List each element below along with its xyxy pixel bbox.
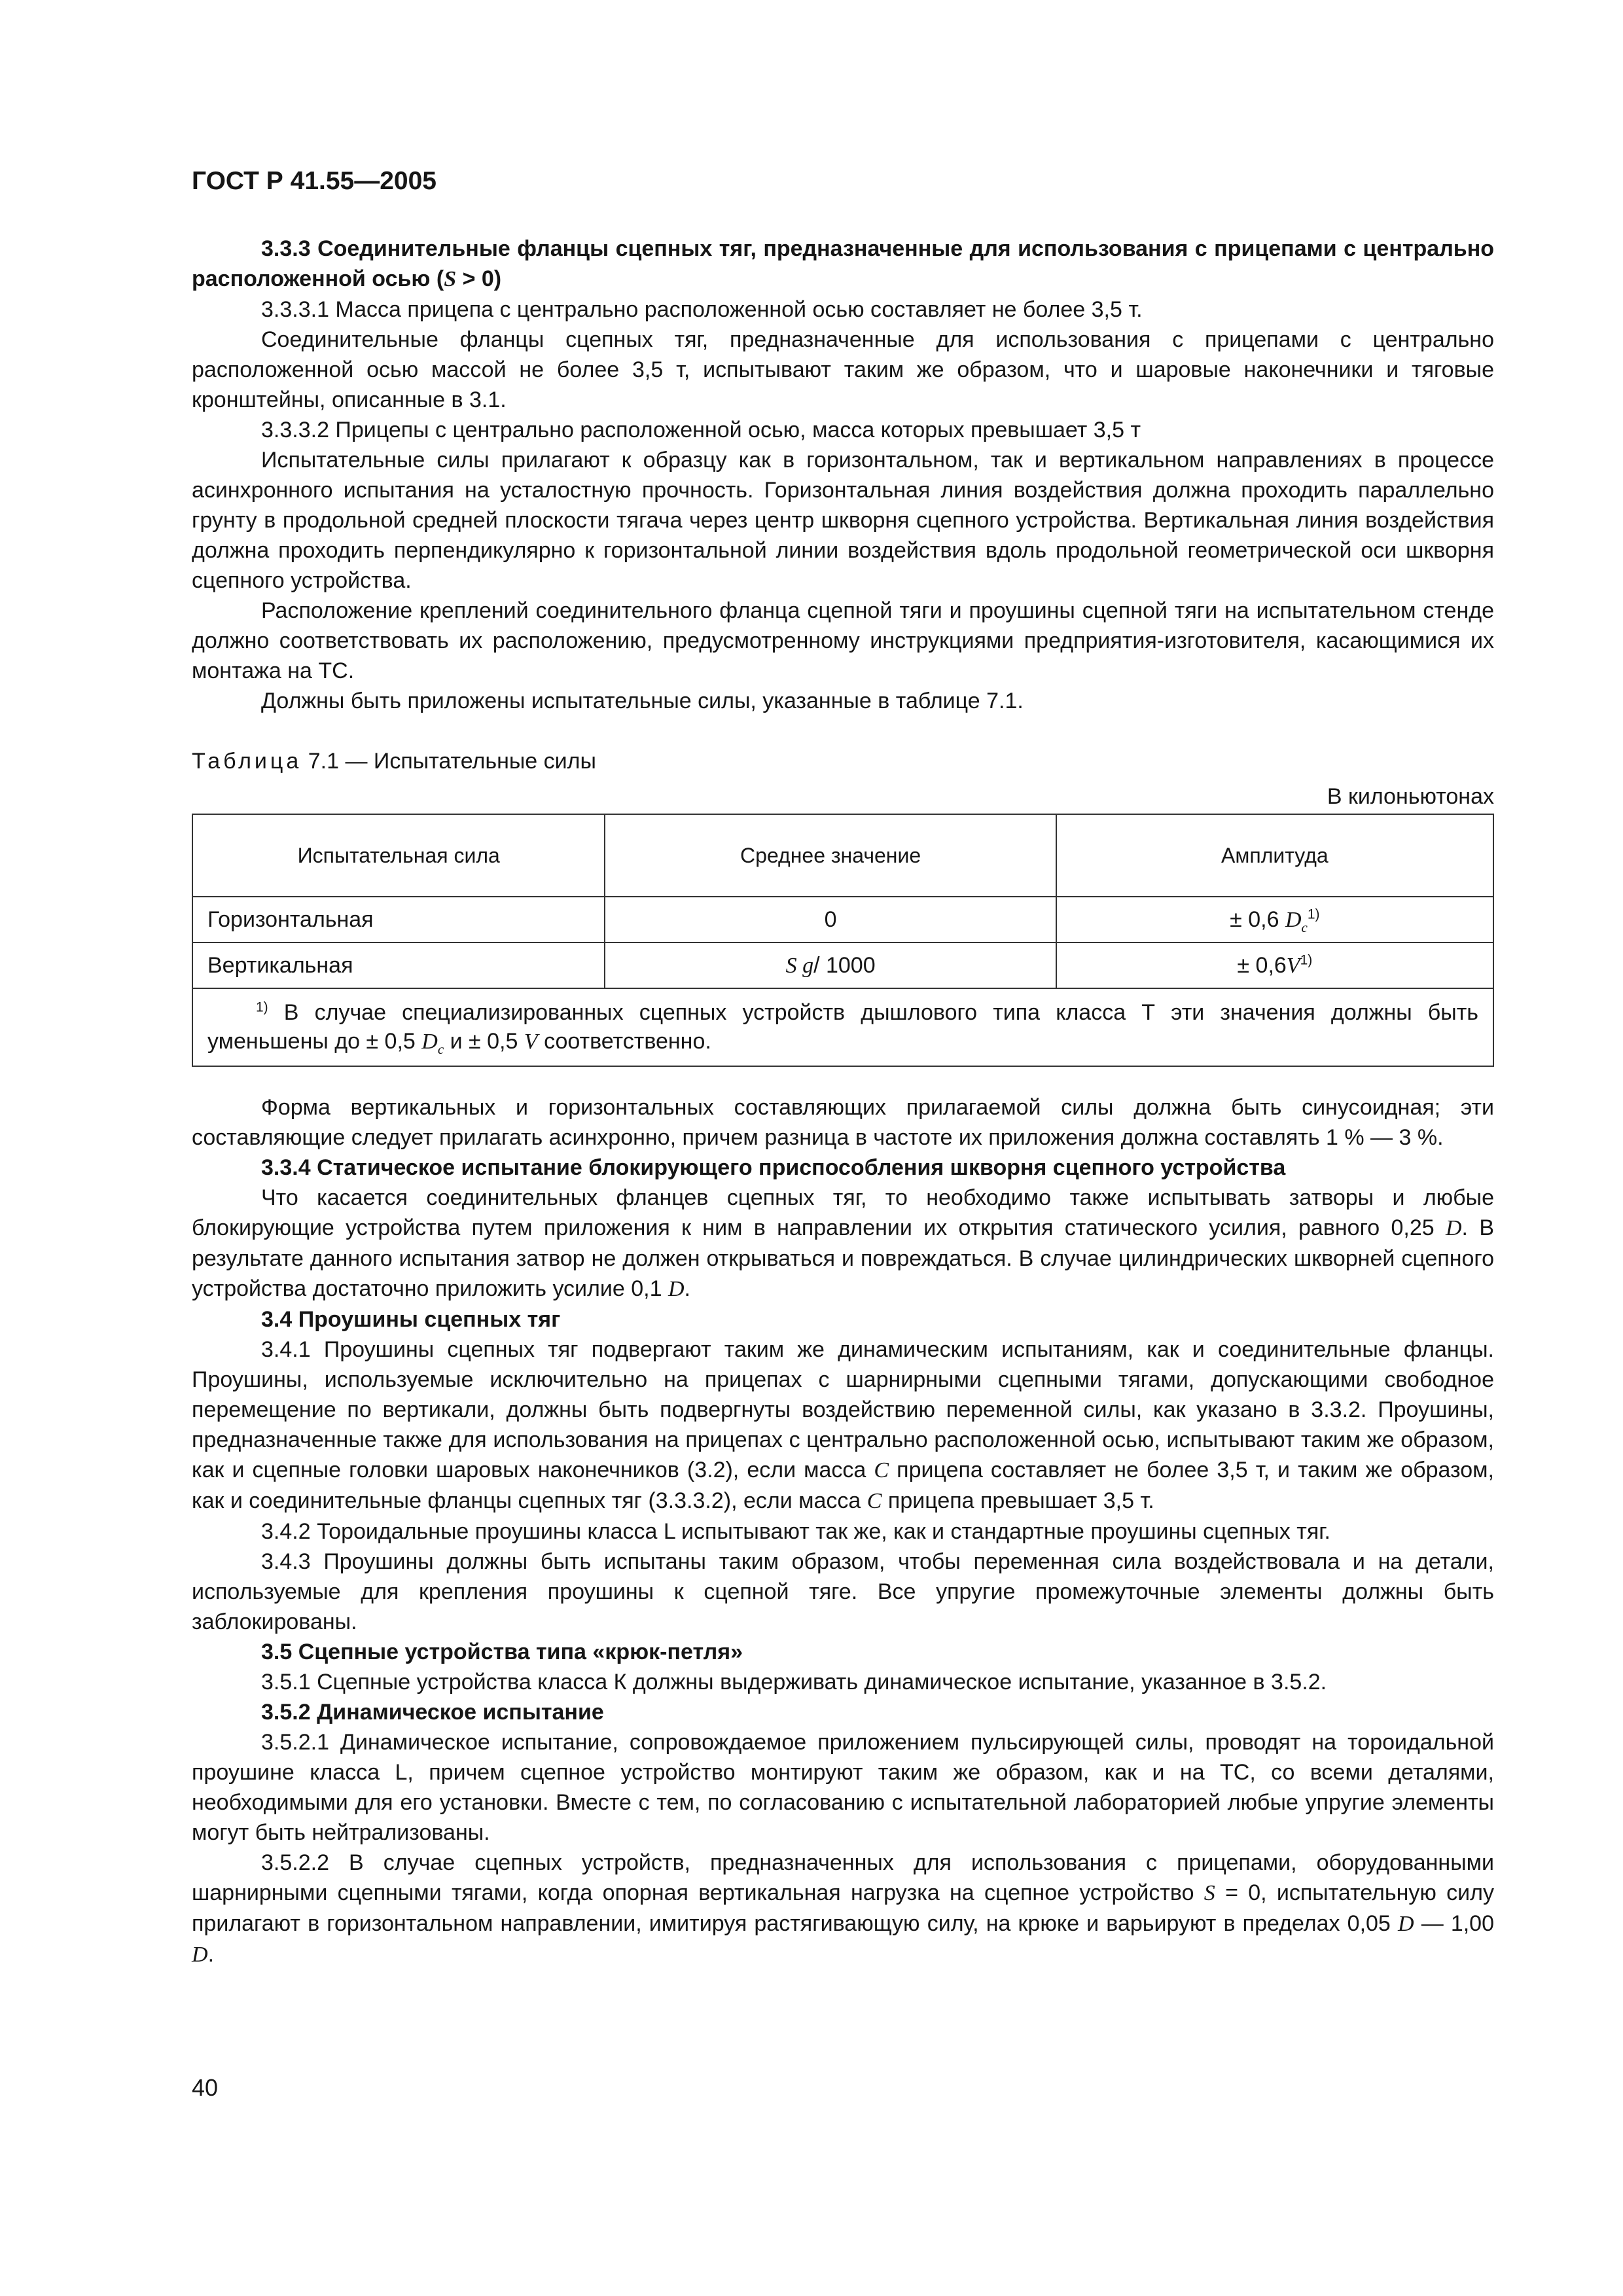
var-d: D: [1445, 1216, 1462, 1240]
paragraph-3-4-2: 3.4.2 Тороидальные проушины класса L испытывают так же, как и стандартные проушины сцепных тяг.: [261, 1519, 1330, 1544]
text: — 1,00: [1414, 1911, 1495, 1936]
mean-cell: [605, 942, 1056, 988]
table-header-row: [192, 814, 1493, 897]
paragraph: Форма вертикальных и горизонтальных составляющих прилагаемой силы должна быть синусоидная; эти составляющие следует прилагать асинхронно, причем разница в частоте их приложения должна составлять 1 % — 3 %.: [192, 1095, 1494, 1150]
amplitude-cell: [1056, 897, 1493, 942]
table-note-row: [192, 988, 1493, 1066]
var-s-g: S g: [785, 953, 814, 978]
subscript-c: c: [437, 1041, 444, 1057]
text: 3.4.1 Проушины сцепных тяг подвергают таким же динамическим испытаниям, как и соединительные фланцы. Проушины, используемые исключительно на прицепах с шарнирными сцепными тягами, допускающими свободное перемещение по вертикали, должны быть подвергнуты воздействию переменной силы, как указано в 3.3.2. Проушины, предназначенные также для использования на прицепах с центрально расположенной осью, испытывают таким же образом, как и сцепные головки шаровых наконечников (3.2), если масса: [192, 1337, 1494, 1482]
var-d: D: [192, 1943, 208, 1967]
standard-designation: ГОСТ Р 41.55—2005: [192, 167, 437, 195]
table-caption-text: 7.1 — Испытательные силы: [308, 749, 596, 774]
column-header: Амплитуда: [1056, 814, 1493, 897]
body-after-table: [192, 1092, 1494, 1970]
paragraph-3-3-3-2: 3.3.3.2 Прицепы с центрально расположенной осью, масса которых превышает 3,5 т: [261, 418, 1141, 442]
text: .: [684, 1276, 690, 1301]
table-units: В килоньютонах: [1327, 784, 1494, 809]
table-caption-label: Таблица: [192, 749, 302, 774]
column-header: Среднее значение: [605, 814, 1056, 897]
amplitude-value: ± 0,6: [1230, 906, 1285, 932]
var-d: D: [668, 1277, 685, 1301]
heading-3-5-2: 3.5.2 Динамическое испытание: [261, 1700, 604, 1725]
heading-3-5: 3.5 Сцепные устройства типа «крюк-петля»: [261, 1640, 743, 1664]
paragraph: Испытательные силы прилагают к образцу как в горизонтальном, так и вертикальном направлениях в процессе асинхронного испытания на усталостную прочность. Горизонтальная линия воздействия должна проходить параллельно грунту в продольной средней плоскости тягача через центр шкворня сцепного устройства. Вертикальная линия воздействия должна проходить перпендикулярно к горизонтальной линии воздействия вдоль продольной геометрической оси шкворня сцепного устройства.: [192, 448, 1494, 593]
paragraph: Соединительные фланцы сцепных тяг, предназначенные для использования с прицепами с центрально расположенной осью массой не более 3,5 т, испытывают таким же образом, что и шаровые наконечники и тяговые кронштейны, описанные в 3.1.: [192, 327, 1494, 412]
heading-3-3-4: 3.3.4 Статическое испытание блокирующего приспособления шкворня сцепного устройства: [261, 1155, 1286, 1180]
force-cell: Вертикальная: [192, 942, 605, 988]
var-c: C: [866, 1489, 882, 1513]
var-d: D: [1285, 907, 1302, 932]
var-d: D: [1397, 1912, 1414, 1936]
text: Что касается соединительных фланцев сцепных тяг, то необходимо также испытывать затворы и любые блокирующие устройства путем приложения к ним в направлении их открытия статического усилия, равного 0,25: [192, 1185, 1494, 1240]
heading-3-3-3: [192, 234, 1494, 295]
var-v: V: [524, 1030, 538, 1054]
table-caption: [192, 746, 1494, 809]
paragraph: Расположение креплений соединительного фланца сцепной тяги и проушины сцепной тяги на испытательном стенде должно соответствовать их расположению, предусмотренному инструкциями предприятия-изготовителя, касающимися их монтажа на ТС.: [192, 598, 1494, 683]
paragraph-3-5-2-2: [192, 1848, 1494, 1970]
text: прицепа составляет не более 3,5 т, и таким же образом, как и соединительные фланцы сцепных тяг (3.3.3.2), если масса: [192, 1458, 1494, 1513]
paragraph: Должны быть приложены испытательные силы, указанные в таблице 7.1.: [261, 689, 1024, 713]
section-3-3-3: [192, 234, 1494, 716]
text: . В результате данного испытания затвор не должен открываться и повреждаться. В случае цилиндрических шкворней сцепного устройства достаточно приложить усилие 0,1: [192, 1215, 1494, 1301]
paragraph-3-5-1: 3.5.1 Сцепные устройства класса К должны выдерживать динамическое испытание, указанное в 3.5.2.: [261, 1670, 1327, 1695]
amplitude-value: ± 0,6: [1237, 952, 1287, 978]
text: прицепа превышает 3,5 т.: [882, 1488, 1154, 1513]
footnote-text: и ± 0,5: [444, 1029, 524, 1054]
table-row: [192, 897, 1493, 942]
mean-divisor: / 1000: [813, 952, 876, 978]
text: 3.5.2.2 В случае сцепных устройств, предназначенных для использования с прицепами, оборудованными шарнирными сцепными тягами, когда опорная вертикальная нагрузка на сцепное устройство: [192, 1850, 1494, 1905]
footnote-marker: 1): [1300, 952, 1313, 968]
column-header: Испытательная сила: [192, 814, 605, 897]
paragraph-3-4-3: 3.4.3 Проушины должны быть испытаны таким образом, чтобы переменная сила воздействовала и на детали, используемые для крепления проушины к сцепной тяге. Все упругие промежуточные элементы должны быть заблокированы.: [192, 1549, 1494, 1634]
subscript-c: c: [1301, 919, 1308, 935]
var-d: D: [421, 1030, 438, 1054]
paragraph: [192, 1183, 1494, 1304]
mean-cell: 0: [605, 897, 1056, 942]
footnote-marker: 1): [256, 999, 268, 1015]
heading-text: 3.3.3 Соединительные фланцы сцепных тяг, предназначенные для использования с прицепами с центрально расположенной осью (: [192, 236, 1494, 291]
paragraph-3-5-2-1: 3.5.2.1 Динамическое испытание, сопровождаемое приложением пульсирующей силы, проводят на тороидальной проушине класса L, причем сцепное устройство монтируют таким же образом, как и на ТС, со всеми деталями, необходимыми для его установки. Вместе с тем, по согласованию с испытательной лабораторией любые упругие элементы могут быть нейтрализованы.: [192, 1730, 1494, 1845]
var-c: C: [874, 1458, 889, 1482]
force-cell: Горизонтальная: [192, 897, 605, 942]
footnote-text: В случае специализированных сцепных устройств дышлового типа класса Т эти значения должны быть уменьшены до ± 0,5: [207, 1000, 1478, 1054]
text: = 0, испытательную силу прилагают в горизонтальном направлении, имитируя растягивающую силу, на крюке и варьируют в пределах 0,05: [192, 1880, 1494, 1936]
amplitude-cell: [1056, 942, 1493, 988]
test-forces-table: [192, 814, 1494, 1067]
paragraph-3-4-1: [192, 1335, 1494, 1516]
table-footnote: [192, 988, 1493, 1066]
heading-3-4: 3.4 Проушины сцепных тяг: [261, 1307, 561, 1332]
footnote-text: соответственно.: [537, 1029, 711, 1054]
var-v: V: [1286, 953, 1300, 978]
var-s: S: [444, 267, 457, 291]
footnote-marker: 1): [1307, 906, 1320, 922]
text: .: [207, 1942, 215, 1967]
table-row: [192, 942, 1493, 988]
var-s: S: [1204, 1881, 1215, 1905]
heading-text-end: > 0): [456, 266, 502, 291]
paragraph-3-3-3-1: 3.3.3.1 Масса прицепа с центрально расположенной осью составляет не более 3,5 т.: [261, 297, 1143, 322]
page-number: 40: [192, 2074, 219, 2101]
